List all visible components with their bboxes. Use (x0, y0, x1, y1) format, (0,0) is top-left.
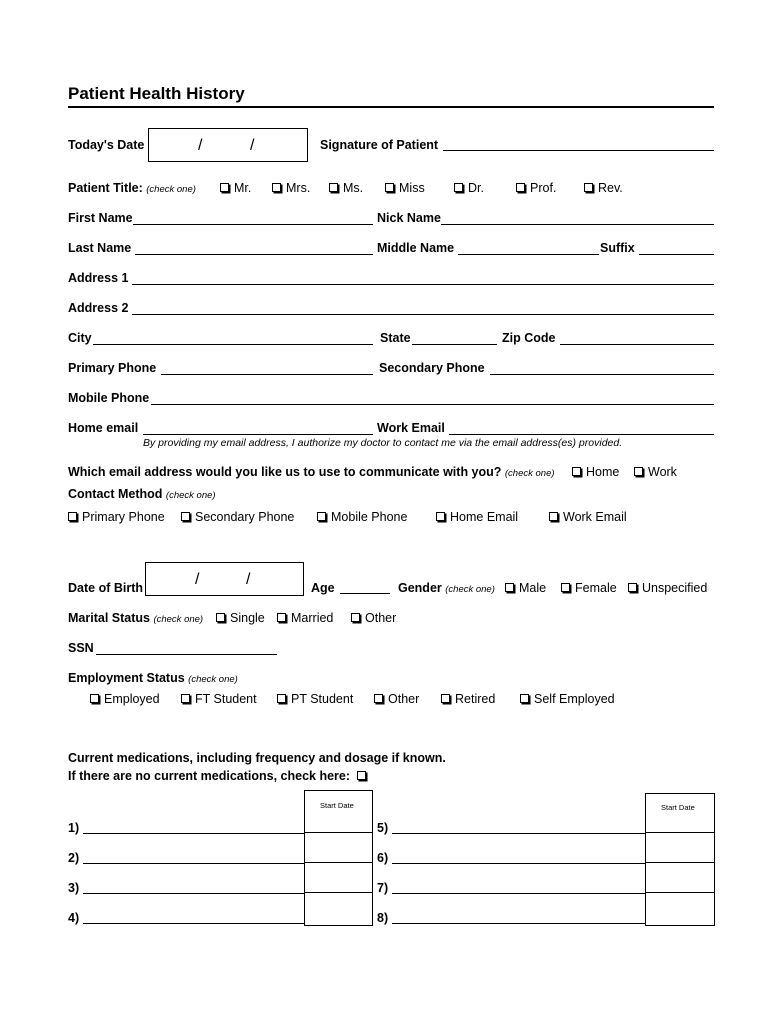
start-date-divider (304, 832, 372, 833)
first-name-label: First Name (68, 211, 133, 225)
nick-name-field[interactable] (441, 224, 714, 225)
checkbox-icon[interactable] (90, 694, 99, 703)
todays-date-slash-2: / (250, 137, 255, 154)
age-field[interactable] (340, 593, 390, 594)
email-preference-question (68, 465, 555, 479)
city-field[interactable] (93, 344, 373, 345)
address1-field[interactable] (132, 284, 714, 285)
employment-status-label (68, 671, 238, 685)
title-option-ms[interactable] (329, 181, 363, 195)
no-medications-label: If there are no current medications, check here: (68, 769, 351, 783)
contact-secondary-phone[interactable] (181, 510, 294, 524)
signature-label: Signature of Patient (320, 138, 439, 152)
gender-hint: (check one) (445, 584, 495, 595)
home-email-label: Home email (68, 421, 139, 435)
marital-married[interactable] (277, 611, 333, 625)
title-rule (68, 106, 714, 108)
option-label: Ms. (343, 181, 364, 195)
medication-field[interactable] (392, 863, 645, 864)
option-label: Mr. (234, 181, 252, 195)
primary-phone-label: Primary Phone (68, 361, 157, 375)
start-date-divider (304, 862, 372, 863)
option-label: Mobile Phone (331, 510, 408, 524)
todays-date-field[interactable] (148, 128, 308, 162)
work-email-field[interactable] (449, 434, 714, 435)
option-label: Secondary Phone (195, 510, 295, 524)
email-consent-note: By providing my email address, I authorize my doctor to contact me via the email address(es) provided. (143, 437, 623, 449)
last-name-label: Last Name (68, 241, 132, 255)
dob-field[interactable] (145, 562, 304, 596)
marital-single[interactable] (216, 611, 265, 625)
marital-other[interactable] (351, 611, 396, 625)
option-label: Self Employed (534, 692, 615, 706)
medication-field[interactable] (392, 833, 645, 834)
checkbox-icon[interactable] (520, 694, 529, 703)
start-date-divider (645, 892, 714, 893)
title-option-mr[interactable] (220, 181, 251, 195)
medication-number: 5) (377, 821, 389, 835)
medication-number: 3) (68, 881, 80, 895)
option-label: Mrs. (286, 181, 311, 195)
contact-primary-phone[interactable] (68, 510, 165, 524)
option-label: Retired (455, 692, 496, 706)
checkbox-icon[interactable] (549, 512, 558, 521)
medication-field[interactable] (392, 923, 645, 924)
first-name-field[interactable] (133, 224, 373, 225)
zip-field[interactable] (560, 344, 714, 345)
todays-date-slash-1: / (198, 137, 203, 154)
checkbox-icon[interactable] (374, 694, 383, 703)
secondary-phone-field[interactable] (490, 374, 714, 375)
dob-slash-2: / (246, 571, 251, 588)
option-label: Work Email (563, 510, 627, 524)
checkbox-icon[interactable] (436, 512, 445, 521)
patient-title-hint: (check one) (146, 184, 196, 195)
checkbox-icon[interactable] (317, 512, 326, 521)
contact-method-text: Contact Method (68, 487, 163, 501)
employment-other[interactable] (374, 692, 419, 706)
option-label: PT Student (291, 692, 354, 706)
medication-field[interactable] (83, 893, 304, 894)
checkbox-icon[interactable] (329, 183, 338, 192)
marital-status-hint: (check one) (153, 614, 204, 625)
ssn-label: SSN (68, 641, 94, 655)
checkbox-icon[interactable] (628, 583, 637, 592)
email-preference-hint: (check one) (504, 468, 555, 479)
option-label: Female (575, 581, 617, 595)
checkbox-icon[interactable] (181, 512, 190, 521)
gender-female[interactable] (561, 581, 617, 595)
state-label: State (380, 331, 411, 345)
checkbox-icon[interactable] (454, 183, 463, 192)
nick-name-label: Nick Name (377, 211, 441, 225)
work-email-label: Work Email (377, 421, 445, 435)
employment-ft-student[interactable] (181, 692, 257, 706)
option-label: Unspecified (642, 581, 708, 595)
suffix-label: Suffix (600, 241, 635, 255)
checkbox-icon[interactable] (584, 183, 593, 192)
title-option-mrs[interactable] (272, 181, 310, 195)
option-label: Other (365, 611, 397, 625)
contact-home-email[interactable] (436, 510, 518, 524)
gender-unspecified[interactable] (628, 581, 707, 595)
option-label: Employed (104, 692, 160, 706)
patient-title-text: Patient Title: (68, 181, 143, 195)
option-label: Other (388, 692, 420, 706)
employment-employed[interactable] (90, 692, 160, 706)
start-date-divider (645, 862, 714, 863)
checkbox-icon[interactable] (572, 467, 581, 476)
option-label: FT Student (195, 692, 257, 706)
medication-field[interactable] (83, 863, 304, 864)
employment-retired[interactable] (441, 692, 495, 706)
ssn-field[interactable] (96, 654, 277, 655)
checkbox-icon[interactable] (441, 694, 450, 703)
checkbox-icon[interactable] (277, 694, 286, 703)
gender-text: Gender (398, 581, 442, 595)
start-date-column-left (304, 790, 373, 926)
medication-number: 1) (68, 821, 80, 835)
start-date-header-right: Start Date (661, 803, 695, 812)
checkbox-icon[interactable] (634, 467, 643, 476)
middle-name-field[interactable] (458, 254, 599, 255)
option-label: Primary Phone (82, 510, 165, 524)
checkbox-icon[interactable] (220, 183, 229, 192)
title-option-miss[interactable] (385, 181, 425, 195)
option-label: Home (586, 465, 620, 479)
checkbox-icon[interactable] (505, 583, 514, 592)
option-label: Home Email (450, 510, 519, 524)
age-label: Age (311, 581, 335, 595)
contact-mobile-phone[interactable] (317, 510, 407, 524)
home-email-field[interactable] (143, 434, 373, 435)
address2-field[interactable] (132, 314, 714, 315)
medication-number: 8) (377, 911, 389, 925)
option-label: Rev. (598, 181, 623, 195)
no-medications-checkbox[interactable] (357, 771, 366, 780)
contact-method-hint: (check one) (165, 490, 216, 501)
medication-number: 7) (377, 881, 389, 895)
last-name-field[interactable] (135, 254, 373, 255)
employment-status-hint: (check one) (188, 674, 238, 685)
medication-field[interactable] (392, 893, 645, 894)
checkbox-icon[interactable] (351, 613, 360, 622)
checkbox-icon[interactable] (516, 183, 525, 192)
gender-label (398, 581, 495, 595)
checkbox-icon[interactable] (272, 183, 281, 192)
medication-field[interactable] (83, 923, 304, 924)
option-label: Miss (399, 181, 425, 195)
checkbox-icon[interactable] (561, 583, 570, 592)
email-pref-home[interactable] (572, 465, 619, 479)
option-label: Work (648, 465, 677, 479)
employment-status-text: Employment Status (68, 671, 185, 685)
medications-heading: Current medications, including frequency and dosage if known. (68, 751, 446, 765)
city-label: City (68, 331, 92, 345)
state-field[interactable] (412, 344, 497, 345)
signature-field[interactable] (443, 150, 714, 151)
email-pref-work[interactable] (634, 465, 677, 479)
start-date-divider (304, 892, 372, 893)
medication-number: 6) (377, 851, 389, 865)
dob-slash-1: / (195, 571, 200, 588)
option-label: Prof. (530, 181, 557, 195)
option-label: Married (291, 611, 334, 625)
zip-label: Zip Code (502, 331, 556, 345)
checkbox-icon[interactable] (385, 183, 394, 192)
start-date-column-right (645, 793, 715, 926)
employment-self-employed[interactable] (520, 692, 615, 706)
marital-status-text: Marital Status (68, 611, 150, 625)
option-label: Male (519, 581, 547, 595)
todays-date-label: Today's Date (68, 138, 145, 152)
employment-pt-student[interactable] (277, 692, 353, 706)
dob-label: Date of Birth (68, 581, 143, 595)
address1-label: Address 1 (68, 271, 129, 285)
suffix-field[interactable] (639, 254, 714, 255)
mobile-phone-field[interactable] (151, 404, 714, 405)
checkbox-icon[interactable] (181, 694, 190, 703)
checkbox-icon[interactable] (68, 512, 77, 521)
option-label: Single (230, 611, 265, 625)
medication-field[interactable] (83, 833, 304, 834)
mobile-phone-label: Mobile Phone (68, 391, 150, 405)
address2-label: Address 2 (68, 301, 129, 315)
title-option-dr[interactable] (454, 181, 484, 195)
marital-status-label (68, 611, 203, 625)
option-label: Dr. (468, 181, 484, 195)
contact-method-label (68, 487, 216, 501)
checkbox-icon[interactable] (277, 613, 286, 622)
medication-number: 4) (68, 911, 80, 925)
page-title: Patient Health History (68, 84, 245, 103)
patient-title-label (68, 181, 196, 195)
contact-work-email[interactable] (549, 510, 627, 524)
primary-phone-field[interactable] (161, 374, 373, 375)
middle-name-label: Middle Name (377, 241, 455, 255)
start-date-divider (645, 832, 714, 833)
start-date-header-left: Start Date (320, 801, 354, 810)
email-preference-text: Which email address would you like us to use to communicate with you? (68, 465, 502, 479)
no-medications-row (68, 769, 371, 783)
checkbox-icon[interactable] (216, 613, 225, 622)
secondary-phone-label: Secondary Phone (379, 361, 485, 375)
gender-male[interactable] (505, 581, 546, 595)
title-option-prof[interactable] (516, 181, 556, 195)
medication-number: 2) (68, 851, 80, 865)
title-option-rev[interactable] (584, 181, 623, 195)
